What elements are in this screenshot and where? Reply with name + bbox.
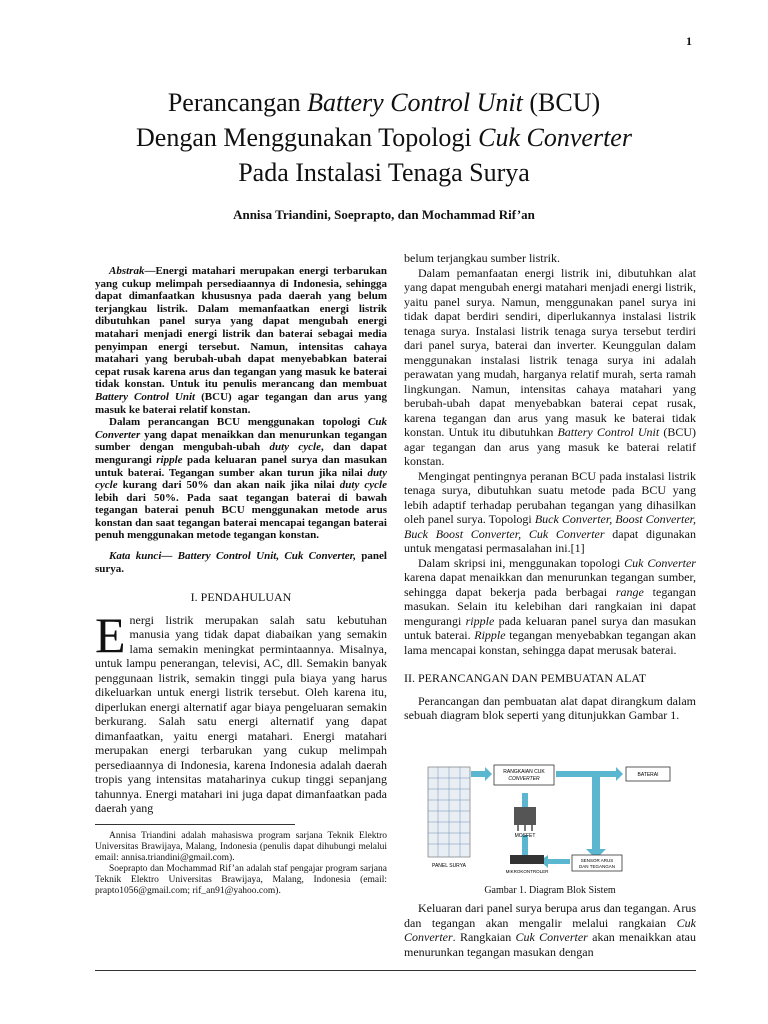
label-cuk-2: CONVERTER [508,776,540,782]
abstract [95,265,387,576]
right-paragraph-4: Perancangan dan pembuatan alat dapat dirangkum dalam sebuah diagram blok seperti yang ditunjukkan Gambar 1. [404,693,696,722]
label-mosfet: MOSFET [514,833,536,839]
right-paragraph-3: Dalam skripsi ini, menggunakan topologi Cuk Converter karena dapat menaikkan dan menurunkan tegangan sumber, sehingga dapat bekerja pada berbagai range tegangan masukan. Selain itu kelebihan dari rangkaian ini dapat mengurangi ripple pada keluaran panel surya dan masukan untuk baterai. Ripple tegangan menyebabkan tegangan akan lama mencapai konstan, sehingga dapat merusak baterai. [404,555,696,657]
abstract-paragraph-1: Abstrak—Energi matahari merupakan energi terbarukan yang cukup melimpah persediaannya di Indonesia, sehingga dapat dimanfaatkan khususnya pada daerah yang belum terjangkau listrik. Dalam memanfaatkan energi listrik dibutuhkan panel surya yang dapat mengubah energi matahari menjadi energi listrik dan baterai sebagai media penyimpan energi tersebut. Namun, intensitas cahaya matahari yang berubah-ubah dapat menyebabkan baterai cepat rusak karena arus dan tegangan yang masuk ke baterai tidak konstan. Untuk itu penulis merancang dan membuat Battery Control Unit (BCU) agar tegangan dan arus yang masuk ke baterai relatif konstan. [95,265,387,416]
mosfet-pin [524,825,526,831]
cuk-converter-box [494,765,554,785]
section-2-heading: II. PERANCANGAN DAN PEMBUATAN ALAT [404,671,647,685]
right-column [404,251,696,723]
arrow-sensor-to-mikro [546,859,570,864]
title-line-2: Dengan Menggunakan Topologi Cuk Converter [136,123,632,152]
mosfet-pin [517,825,519,831]
footnote-2: Soeprapto dan Mochammad Rif’an adalah staf pengajar program sarjana Teknik Elektro Universitas Brawijaya, Malang, Indonesia (email: prapto1056@gmail.com; rif_an91@yahoo.com). [95,863,387,896]
paper-title [60,85,708,190]
drop-cap: E [95,606,126,663]
page-number: 1 [686,34,692,48]
microcontroller-icon [510,855,544,864]
title-line-3: Pada Instalasi Tenaga Surya [238,158,530,187]
right-column-bottom [404,901,696,959]
bottom-rule [95,970,696,971]
label-baterai: BATERAI [637,772,659,778]
label-sensor-2: DAN TEGANGAN [579,864,615,869]
footnote-1: Annisa Triandini adalah mahasiswa program sarjana Teknik Elektro Universitas Brawijaya, Malang, Indonesia (penulis dapat dihubungi melalui email: annisa.triandini@gmail.com). [95,830,387,863]
footnotes [95,831,387,897]
keywords: Kata kunci— Battery Control Unit, Cuk Converter, panel surya. [95,550,387,576]
arrow-mosfet [522,793,528,807]
footnote-separator [95,824,295,825]
figure-caption: Gambar 1. Diagram Blok Sistem [484,885,616,896]
right-paragraph-2: Mengingat pentingnya peranan BCU pada instalasi listrik tenaga surya, dibutuhkan suatu metode pada BCU yang lebih adaptif terhadap perubahan tegangan yang dihasilkan oleh panel surya. Topologi Buck Converter, Boost Converter, Buck Boost Converter, Cuk Converter dapat digunakan untuk mengatasi permasalahan ini.[1] [404,468,696,555]
authors: Annisa Triandini, Soeprapto, dan Mochammad Rif’an [233,207,535,222]
right-paragraph-1: Dalam pemanfaatan energi listrik ini, dibutuhkan alat yang dapat mengubah energi matahari menjadi energi listrik, yaitu panel surya. Namun, menggunakan panel surya ini tidak dapat berdiri sendiri, diperlukannya instalasi listrik tenaga surya. Instalasi listrik tenaga surya tersebut terdiri dari panel surya, baterai dan inverter. Keunggulan dalam menggunakan instalasi listrik tenaga surya ini adalah perawatan yang mudah, harganya relatif murah, serta ramah lingkungan. Namun, intensitas cahaya matahari yang berubah-ubah dapat menyebabkan baterai cepat rusak, karena tegangan dan arus yang masuk ke baterai tidak konstan. Untuk itu dibutuhkan Battery Control Unit (BCU) agar tegangan dan arus yang masuk ke baterai relatif konstan. [404,265,696,468]
label-mikrokontroler: MIKROKONTROLER [505,869,549,874]
label-panel-surya: PANEL SURYA [432,863,466,869]
block-diagram [426,763,674,875]
arrow-panel-to-cuk [471,771,485,777]
section-1-body: Energi listrik merupakan salah satu kebutuhan manusia yang tidak dapat diabaikan yang semakin lama semakin meningkat permintaannya. Misalnya, untuk lampu penerangan, televisi, AC, dll. Semakin banyak penggunaan listrik, semakin tinggi pula biaya yang harus dikeluarkan untuk energi listrik tersebut. Oleh karena itu, diperlukan energi alternatif agar biaya pengeluaran semakin berkurang. Salah satu energi alternatif yang dapat dimanfaatkan, yaitu energi matahari. Energi matahari merupakan energi terbarukan yang cukup melimpah persediaannya di Indonesia, karena Indonesia adalah daerah tropis yang intensitas mataharinya cukup tinggi sepanjang tahunnya. Energi matahari ini juga dapat dimanfaatkan pada daerah yang [95,606,387,816]
left-column [95,265,387,897]
label-cuk-1: RANGKAIAN CUK [503,769,545,775]
mosfet-icon [514,807,536,825]
title-line-1: Perancangan Battery Control Unit (BCU) [167,88,601,117]
section-1-heading: I. PENDAHULUAN [190,590,292,605]
arrow-to-sensor [592,777,600,851]
abstract-paragraph-2: Dalam perancangan BCU menggunakan topologi Cuk Converter yang dapat menaikkan dan menurunkan tegangan sumber dengan mengubah-ubah duty cycle, dan dapat mengurangi ripple pada keluaran panel surya dan masukan untuk baterai. Tegangan sumber akan turun jika nilai duty cycle kurang dari 50% dan akan naik jika nilai duty cycle lebih dari 50%. Pada saat tegangan baterai di bawah tegangan baterai penuh BCU menggunakan metode arus konstan dan saat tegangan baterai mencapai tegangan baterai penuh menggunakan metode tegangan konstan. [95,416,387,542]
mosfet-pin [531,825,533,831]
right-paragraph-5: Keluaran dari panel surya berupa arus dan tegangan. Arus dan tegangan akan mengalir melalui rangkaian Cuk Converter. Rangkaian Cuk Converter akan menaikkan atau menurunkan tegangan masukan dengan [404,901,696,959]
label-sensor-1: SENSOR ARUS [580,858,614,863]
arrow-cuk-to-baterai [556,771,616,777]
right-paragraph-0: belum terjangkau sumber listrik. [404,251,560,265]
